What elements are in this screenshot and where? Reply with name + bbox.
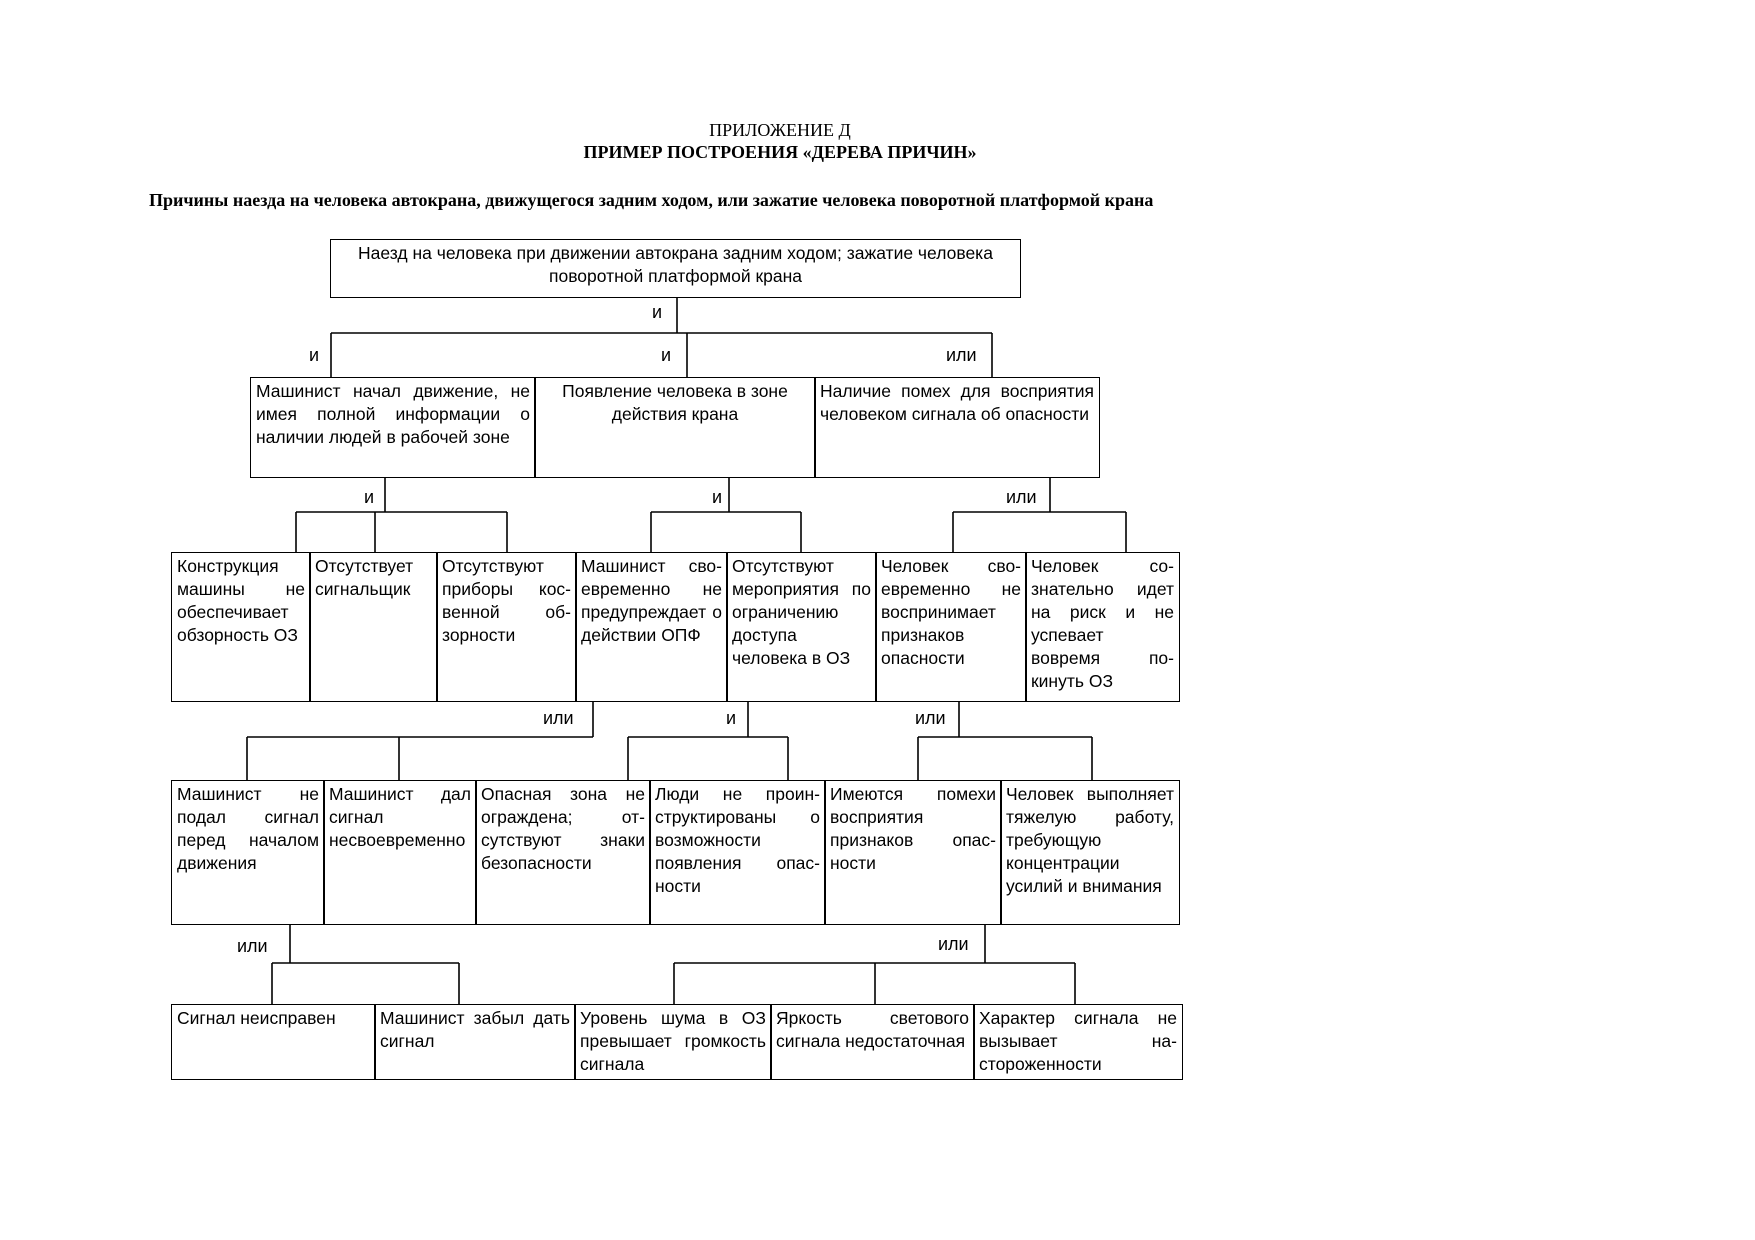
cause-box: Появление человека в зоне действия крана — [534, 377, 816, 478]
gate-label: или — [543, 708, 574, 728]
gate-label: или — [237, 936, 268, 956]
cause-box: Человек выполняет тяжелую работу, требующую концентрации усилий и внимания — [1000, 780, 1180, 925]
gate-label: или — [946, 345, 977, 365]
cause-box: Отсутствуют мероприятия по ограничению доступа человека в ОЗ — [726, 552, 877, 702]
gate-label: и — [309, 345, 320, 365]
cause-box: Отсутствует сигнальщик — [309, 552, 438, 702]
cause-box: Машинист забыл дать сигнал — [374, 1004, 576, 1080]
page-title: ПРИМЕР ПОСТРОЕНИЯ «ДЕРЕВА ПРИЧИН» — [583, 142, 977, 162]
gate-label: и — [652, 302, 663, 322]
diagram-subtitle: Причины наезда на человека автокрана, движущегося задним ходом, или зажатие человека поворотной платформой крана — [149, 190, 1154, 210]
cause-box: Яркость светового сигнала недостаточная — [770, 1004, 975, 1080]
gate-label: или — [1006, 487, 1037, 507]
gate-label: и — [661, 345, 672, 365]
cause-box: Опасная зона не ограждена; отсутствуют знаки безопасности — [475, 780, 651, 925]
gate-label: и — [726, 708, 737, 728]
gate-label: и — [364, 487, 375, 507]
gate-label: или — [938, 934, 969, 954]
cause-box: Человек своевременно не воспринимает признаков опасности — [875, 552, 1027, 702]
cause-box: Машинист своевременно не предупреждает о действии ОПФ — [575, 552, 728, 702]
cause-box: Характер сигнала не вызывает настороженности — [973, 1004, 1183, 1080]
cause-box: Машинист не подал сигнал перед началом движения — [171, 780, 325, 925]
root-event-box: Наезд на человека при движении автокрана задним ходом; зажатие человека поворотной платформой крана — [330, 239, 1021, 298]
cause-box: Конструкция машины не обеспечивает обзорность ОЗ — [171, 552, 311, 702]
gate-label: и — [712, 487, 723, 507]
cause-box: Машинист начал движение, не имея полной информации о наличии людей в рабочей зоне — [250, 377, 536, 478]
appendix-label: ПРИЛОЖЕНИЕ Д — [709, 120, 851, 140]
cause-box: Человек сознательно идет на риск и не успевает вовремя покинуть ОЗ — [1025, 552, 1180, 702]
cause-box: Машинист дал сигнал несвоевременно — [323, 780, 477, 925]
cause-box: Люди не проинструктированы о возможности появления опасности — [649, 780, 826, 925]
cause-box: Отсутствуют приборы косвенной обзорности — [436, 552, 577, 702]
cause-box: Сигнал неисправен — [171, 1004, 376, 1080]
gate-label: или — [915, 708, 946, 728]
cause-box: Наличие помех для восприятия человеком сигнала об опасности — [814, 377, 1100, 478]
cause-box: Имеются помехи восприятия признаков опасности — [824, 780, 1002, 925]
cause-box: Уровень шума в ОЗ превышает громкость сигнала — [574, 1004, 772, 1080]
